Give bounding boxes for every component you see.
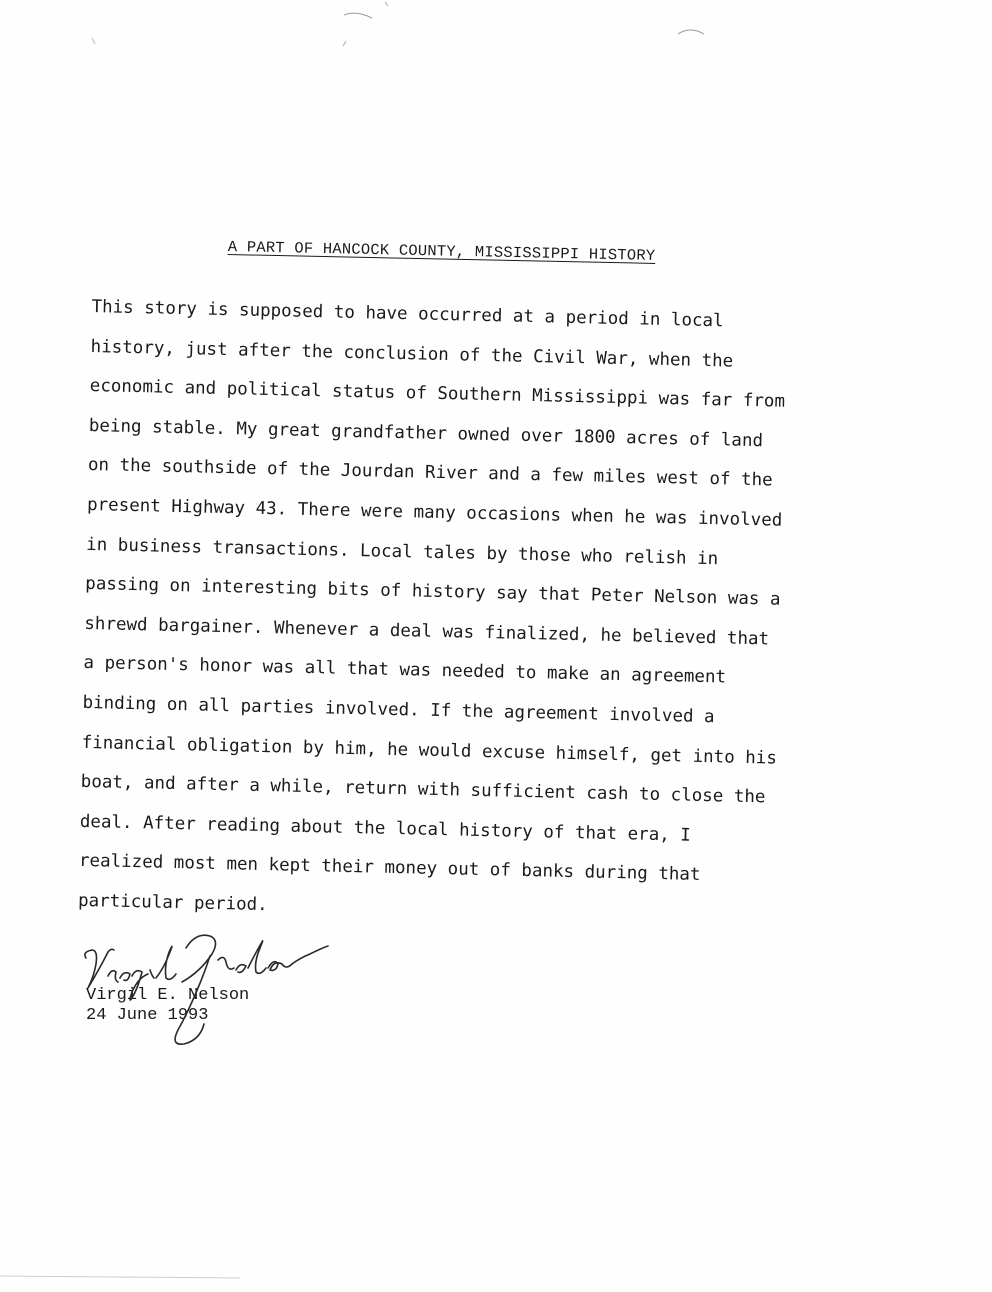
- body-paragraph: [78, 288, 892, 939]
- body-line: a person's honor was all that was needed to make an agreement: [83, 653, 727, 688]
- scan-mark-left: [92, 38, 95, 44]
- body-line: binding on all parties involved. If the agreement involved a: [82, 692, 715, 728]
- body-line: on the southside of the Jourdan River and a few miles west of the: [87, 455, 773, 491]
- body-line: This story is supposed to have occurred at a period in local: [91, 296, 724, 332]
- body-line: economic and political status of Southern Mississippi was far from: [89, 376, 786, 412]
- author-name: Virgil E. Nelson: [86, 986, 250, 1005]
- scan-mark-top-3: [343, 41, 346, 46]
- body-line: present Highway 43. There were many occasions when he was involved: [86, 494, 783, 531]
- scan-mark-top-4: [678, 30, 704, 34]
- body-line: boat, and after a while, return with sufficient cash to close the: [80, 772, 766, 808]
- body-line: history, just after the conclusion of the Civil War, when the: [90, 336, 734, 372]
- document-title: A PART OF HANCOCK COUNTY, MISSISSIPPI HISTORY: [227, 238, 656, 265]
- body-line: being stable. My great grandfather owned over 1800 acres of land: [88, 415, 764, 452]
- scan-mark-top-1: [344, 13, 372, 18]
- body-line: realized most men kept their money out of banks during that: [78, 851, 701, 886]
- body-line: in business transactions. Local tales by those who relish in: [85, 534, 719, 569]
- body-line: deal. After reading about the local history of that era, I: [79, 811, 692, 846]
- body-line: shrewd bargainer. Whenever a deal was finalized, he believed that: [84, 613, 770, 650]
- body-line: particular period.: [77, 890, 268, 916]
- body-line: financial obligation by him, he would excuse himself, get into his: [81, 732, 778, 769]
- scan-mark-top-2: [385, 2, 388, 6]
- body-line: passing on interesting bits of history say that Peter Nelson was a: [85, 574, 781, 610]
- handwritten-signature: [78, 928, 338, 1056]
- scan-line-bottom: [0, 1276, 240, 1278]
- signature-date: 24 June 1993: [86, 1006, 209, 1025]
